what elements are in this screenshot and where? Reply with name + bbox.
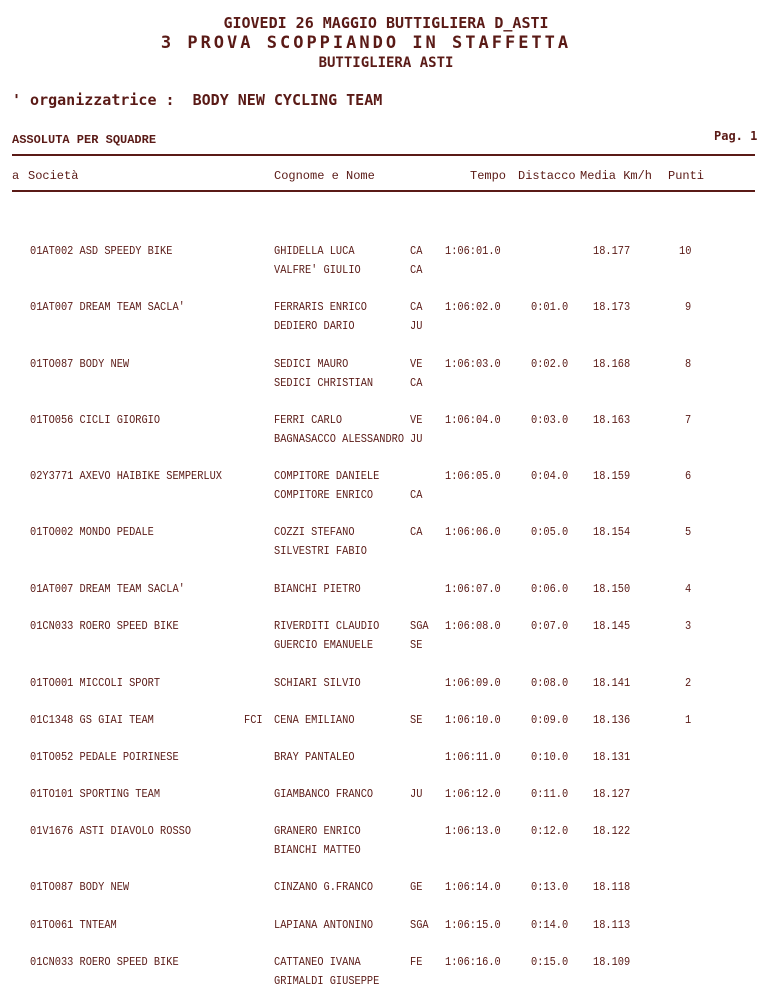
event-location: BUTTIGLIERA ASTI (318, 55, 454, 71)
page-number: Pag. 1 (714, 129, 758, 143)
rider-name: GRIMALDI GIUSEPPE (274, 974, 380, 988)
rider-name: SEDICI MAURO (274, 357, 349, 371)
points-value: 8 (685, 357, 692, 371)
rider-category: SGA (410, 918, 429, 932)
rider-name: CATTANEO IVANA (274, 955, 361, 969)
avg-speed-value: 18.113 (593, 918, 631, 932)
time-value: 1:06:10.0 (445, 713, 501, 727)
gap-value: 0:06.0 (531, 582, 569, 596)
col-header-tempo: Tempo (470, 169, 507, 183)
rider-name: VALFRE' GIULIO (274, 263, 361, 277)
gap-value: 0:04.0 (531, 469, 569, 483)
gap-value: 0:03.0 (531, 413, 569, 427)
col-header-pos: a (12, 169, 20, 183)
team-name: 02Y3771 AXEVO HAIBIKE SEMPERLUX (30, 469, 222, 483)
avg-speed-value: 18.109 (593, 955, 631, 969)
time-value: 1:06:11.0 (445, 750, 501, 764)
time-value: 1:06:09.0 (445, 676, 501, 690)
avg-speed-value: 18.136 (593, 713, 631, 727)
rider-name: GUERCIO EMANUELE (274, 638, 374, 652)
rider-name: BRAY PANTALEO (274, 750, 355, 764)
rider-name: BIANCHI MATTEO (274, 843, 361, 857)
rider-category: SGA (410, 619, 429, 633)
points-value: 6 (685, 469, 692, 483)
avg-speed-value: 18.177 (593, 244, 631, 258)
rider-category: CA (410, 376, 423, 390)
rider-name: GRANERO ENRICO (274, 824, 361, 838)
time-value: 1:06:01.0 (445, 244, 501, 258)
points-value: 3 (685, 619, 692, 633)
time-value: 1:06:07.0 (445, 582, 501, 596)
gap-value: 0:01.0 (531, 300, 569, 314)
gap-value: 0:10.0 (531, 750, 569, 764)
rider-category: JU (410, 432, 423, 446)
federation-tag: FCI (244, 713, 263, 727)
avg-speed-value: 18.168 (593, 357, 631, 371)
team-name: 01TO052 PEDALE POIRINESE (30, 750, 179, 764)
avg-speed-value: 18.141 (593, 676, 631, 690)
time-value: 1:06:02.0 (445, 300, 501, 314)
avg-speed-value: 18.154 (593, 525, 631, 539)
gap-value: 0:15.0 (531, 955, 569, 969)
team-name: 01TO002 MONDO PEDALE (30, 525, 154, 539)
rider-category: GE (410, 880, 423, 894)
rider-name: FERRI CARLO (274, 413, 343, 427)
points-value: 5 (685, 525, 692, 539)
team-name: 01AT007 DREAM TEAM SACLA' (30, 582, 185, 596)
team-name: 01C1348 GS GIAI TEAM (30, 713, 154, 727)
points-value: 9 (685, 300, 692, 314)
rider-name: SEDICI CHRISTIAN (274, 376, 374, 390)
avg-speed-value: 18.131 (593, 750, 631, 764)
rider-name: COMPITORE DANIELE (274, 469, 380, 483)
col-header-societa: Società (28, 169, 79, 183)
rider-name: FERRARIS ENRICO (274, 300, 367, 314)
team-name: 01TO101 SPORTING TEAM (30, 787, 161, 801)
avg-speed-value: 18.127 (593, 787, 631, 801)
points-value: 2 (685, 676, 692, 690)
rider-category: FE (410, 955, 423, 969)
rider-category: VE (410, 357, 423, 371)
rider-name: BAGNASACCO ALESSANDRO (274, 432, 405, 446)
rider-name: BIANCHI PIETRO (274, 582, 361, 596)
time-value: 1:06:15.0 (445, 918, 501, 932)
team-name: 01CN033 ROERO SPEED BIKE (30, 619, 179, 633)
gap-value: 0:07.0 (531, 619, 569, 633)
time-value: 1:06:03.0 (445, 357, 501, 371)
rider-category: CA (410, 244, 423, 258)
rider-name: COZZI STEFANO (274, 525, 355, 539)
rider-name: SCHIARI SILVIO (274, 676, 361, 690)
team-name: 01TO001 MICCOLI SPORT (30, 676, 161, 690)
event-date-title: GIOVEDI 26 MAGGIO BUTTIGLIERA D_ASTI (223, 14, 549, 32)
rider-name: CENA EMILIANO (274, 713, 355, 727)
points-value: 7 (685, 413, 692, 427)
avg-speed-value: 18.118 (593, 880, 631, 894)
rider-category: JU (410, 787, 423, 801)
team-name: 01TO061 TNTEAM (30, 918, 117, 932)
gap-value: 0:02.0 (531, 357, 569, 371)
time-value: 1:06:04.0 (445, 413, 501, 427)
gap-value: 0:12.0 (531, 824, 569, 838)
team-name: 01TO087 BODY NEW (30, 880, 130, 894)
team-name: 01AT002 ASD SPEEDY BIKE (30, 244, 173, 258)
rider-name: SILVESTRI FABIO (274, 544, 367, 558)
avg-speed-value: 18.150 (593, 582, 631, 596)
rider-category: CA (410, 300, 423, 314)
event-name-title: 3 PROVA SCOPPIANDO IN STAFFETTA (160, 33, 572, 53)
organizer-line: ' organizzatrice : BODY NEW CYCLING TEAM (12, 91, 383, 109)
rider-category: CA (410, 525, 423, 539)
col-header-distacco: Distacco (518, 169, 576, 183)
avg-speed-value: 18.159 (593, 469, 631, 483)
rider-name: GIAMBANCO FRANCO (274, 787, 374, 801)
avg-speed-value: 18.122 (593, 824, 631, 838)
gap-value: 0:09.0 (531, 713, 569, 727)
rider-name: LAPIANA ANTONINO (274, 918, 374, 932)
points-value: 10 (679, 244, 692, 258)
time-value: 1:06:06.0 (445, 525, 501, 539)
time-value: 1:06:14.0 (445, 880, 501, 894)
rider-category: JU (410, 319, 423, 333)
rider-category: SE (410, 713, 423, 727)
time-value: 1:06:12.0 (445, 787, 501, 801)
col-header-media: Media Km/h (580, 169, 653, 183)
team-name: 01TO056 CICLI GIORGIO (30, 413, 161, 427)
time-value: 1:06:08.0 (445, 619, 501, 633)
avg-speed-value: 18.163 (593, 413, 631, 427)
time-value: 1:06:16.0 (445, 955, 501, 969)
gap-value: 0:05.0 (531, 525, 569, 539)
rider-category: SE (410, 638, 423, 652)
avg-speed-value: 18.145 (593, 619, 631, 633)
rider-name: COMPITORE ENRICO (274, 488, 374, 502)
col-header-punti: Punti (668, 169, 705, 183)
rider-name: GHIDELLA LUCA (274, 244, 355, 258)
gap-value: 0:13.0 (531, 880, 569, 894)
col-header-nome: Cognome e Nome (274, 169, 375, 183)
time-value: 1:06:13.0 (445, 824, 501, 838)
team-name: 01AT007 DREAM TEAM SACLA' (30, 300, 185, 314)
rider-category: CA (410, 263, 423, 277)
rider-name: RIVERDITI CLAUDIO (274, 619, 380, 633)
time-value: 1:06:05.0 (445, 469, 501, 483)
rider-category: CA (410, 488, 423, 502)
team-name: 01CN033 ROERO SPEED BIKE (30, 955, 179, 969)
gap-value: 0:14.0 (531, 918, 569, 932)
team-name: 01TO087 BODY NEW (30, 357, 130, 371)
gap-value: 0:08.0 (531, 676, 569, 690)
ranking-title: ASSOLUTA PER SQUADRE (12, 133, 157, 147)
points-value: 1 (685, 713, 692, 727)
team-name: 01V1676 ASTI DIAVOLO ROSSO (30, 824, 192, 838)
gap-value: 0:11.0 (531, 787, 569, 801)
rider-name: DEDIERO DARIO (274, 319, 355, 333)
rider-category: VE (410, 413, 423, 427)
avg-speed-value: 18.173 (593, 300, 631, 314)
points-value: 4 (685, 582, 692, 596)
rider-name: CINZANO G.FRANCO (274, 880, 374, 894)
